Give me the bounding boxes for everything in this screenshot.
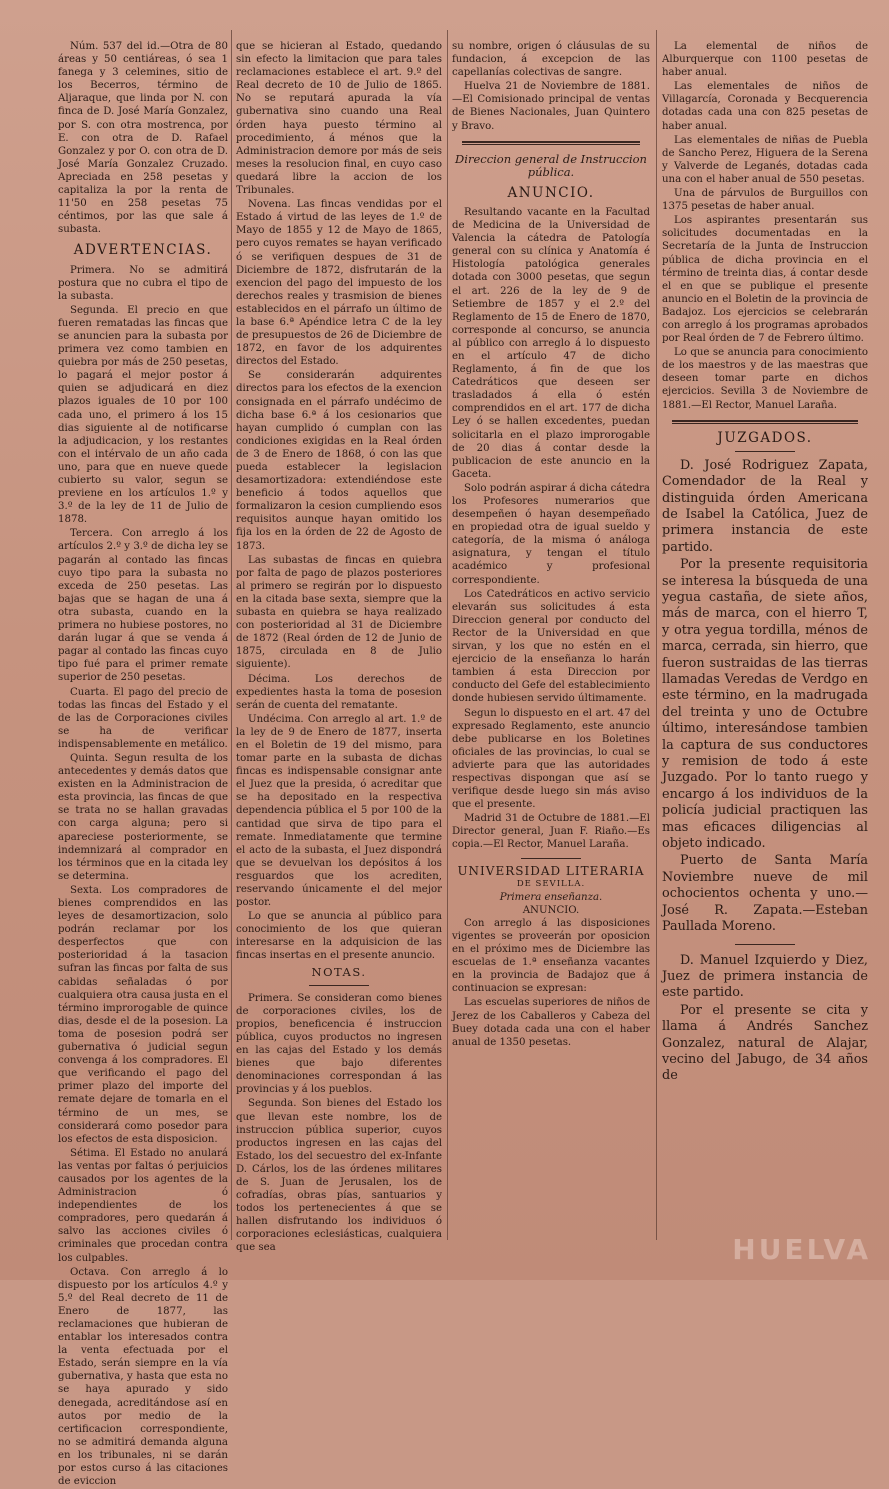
paragraph: que se hicieran al Estado, quedando sin efecto la limitacion que para tales reclamaciones establece el art. 9.º del Real decreto de 10 de Julio de 1865. No se reputará apurada la vía gubernativa sino cuando una Real órden haya puesto término al procedimiento, á ménos que la Administracion demore por más de seis meses la resolucion final, en cuyo caso quedará libre la accion de los Tribunales. <box>236 41 442 197</box>
paragraph: Lo que se anuncia para conocimiento de los maestros y de las maestras que deseen tomar parte en dichos ejercicios. Sevilla 3 de Noviembre de 1881.—El Rector, Manuel Laraña. <box>662 347 868 411</box>
section-subheading: Primera enseñanza. <box>499 891 603 903</box>
paragraph: Una de párvulos de Burguillos con 1375 pesetas de haber anual. <box>662 188 868 213</box>
paragraph: Los Catedráticos en activo servicio elevarán sus solicitudes á esta Direccion general por conducto del Rector de la Universidad en que sirvan, y los que no estén en el ejercicio de la enseñanza lo harán tambien á esta Direccion por conducto del Gefe del establecimiento donde hubiesen servido últimamente. <box>452 588 650 705</box>
column-3 <box>452 40 650 1050</box>
paragraph: Sétima. El Estado no anulará las ventas por faltas ó perjuicios causados por los agentes de la Administracion ó independientes de los compradores, pero quedarán á salvo las acciones civiles ó criminales que procedan contra los culpables. <box>58 1147 228 1264</box>
paragraph: Con arreglo á las disposiciones vigentes se proveerán por oposicion en el próximo mes de Diciembre las escuelas de 1.ª enseñanza vacantes en la provincia de Badajoz que á continuacion se expresan: <box>452 917 650 995</box>
paragraph: Segun lo dispuesto en el art. 47 del expresado Reglamento, este anuncio debe publicarse en los Boletines oficiales de las provincias, lo cual se advierte para que las autoridades respectivas dispongan que así se verifique desde luego sin más aviso que el presente. <box>452 707 650 811</box>
paragraph: Octava. Con arreglo á lo dispuesto por los artículos 4.º y 5.º del Real decreto de 11 de Enero de 1877, las reclamaciones que hubieran de entablar los interesados contra la venta efectuada por el Estado, serán siempre en la vía gubernativa, y hasta que esta no se haya apurado y sido denegada, acreditándose así en autos por medio de la certificacion correspondiente, no se admitirá demanda alguna en los tribunales, ni se darán por estos curso á las citaciones de eviccion <box>58 1266 228 1488</box>
divider <box>672 420 858 424</box>
paragraph: Segunda. El precio en que fueren rematadas las fincas que se anuncien para la subasta por primera vez como tambien en quiebra por más de 250 pesetas, lo pagará el mejor postor á quien se adjudicará en diez plazos iguales de 10 por 100 cada uno, el primero á los 15 dias siguiente al de notificarse la adjudicacion, y los restantes con el intérvalo de un año cada uno, para que en nueve quede cubierto su valor, segun se previene en los artículos 1.º y 3.º de la ley de 11 de Julio de 1878. <box>58 304 228 526</box>
paragraph: Las elementales de niños de Villagarcía, Coronada y Becquerencia dotadas cada una con 825 pesetas de haber anual. <box>662 81 868 132</box>
column-divider <box>656 30 657 1240</box>
signature-paragraph: Madrid 31 de Octubre de 1881.—El Director general, Juan F. Riaño.—Es copia.—El Rector, Manuel Laraña. <box>452 813 650 851</box>
section-heading-direccion: Direccion general de Instruccion pública. <box>455 151 647 179</box>
paragraph: D. Manuel Izquierdo y Diez, Juez de primera instancia de este partido. <box>662 952 868 1001</box>
paragraph: Solo podrán aspirar á dicha cátedra los Profesores numerarios que desempeñen ó hayan desempeñado en propiedad otra de igual sueldo y categoría, de la misma ó análoga asignatura, y tengan el título académico y profesional correspondiente. <box>452 482 650 586</box>
paragraph: Tercera. Con arreglo á los artículos 2.º y 3.º de dicha ley se pagarán al contado las fincas cuyo tipo para la subasta no exceda de 250 pesetas. Las bajas que se hagan de una á otra subasta, cuando en la primera no hubiese postores, no darán lugar á que se venda á pagar al contado las fincas cuyo tipo fué para el primer remate superior de 250 pesetas. <box>58 528 228 684</box>
column-divider <box>231 30 232 1240</box>
lot-description: Núm. 537 del id.—Otra de 80 áreas y 50 centiáreas, ó sea 1 fanega y 3 celemines, sitio de los Becerros, término de Aljaraque, que linda por N. con finca de D. José María Gonzalez, por S. con otra mostrenca, por E. con otra de D. Rafael Gonzalez y por O. con otra de D. José María Gonzalez Cruzado. Apreciada en 258 pesetas y capitaliza la por la renta de 11'50 en 258 pesetas 75 céntimos, por las que sale á subasta. <box>58 41 228 236</box>
divider <box>735 451 795 452</box>
divider <box>521 858 581 859</box>
university-subtitle: DE SEVILLA. <box>516 878 586 889</box>
university-title: UNIVERSIDAD LITERARIA <box>457 863 645 878</box>
paragraph: Cuarta. El pago del precio de todas las fincas del Estado y el de las de Corporaciones civiles se ha de verificar indispensablemente en metálico. <box>58 686 228 750</box>
section-heading-anuncio: ANUNCIO. <box>507 184 595 201</box>
paragraph: Resultando vacante en la Facultad de Medicina de la Universidad de Valencia la cátedra de Patología general con su clínica y Anatomía é Histología patológica generales dotada con 3000 pesetas, que segun el art. 226 de la ley de 9 de Setiembre de 1857 y el 2.º del Reglamento de 15 de Enero de 1870, corresponde al concurso, se anuncia al público con arreglo á lo dispuesto en el artículo 47 de dicho Reglamento, á fin de que los Catedráticos que deseen ser trasladados á ella ó estén comprendidos en el art. 177 de dicha Ley ó se hallen excedentes, puedan solicitarla en el plazo improrogable de 20 dias á contar desde la publicacion de este anuncio en la Gaceta. <box>452 206 650 480</box>
section-heading-juzgados: JUZGADOS. <box>717 429 813 446</box>
archive-watermark: HUELVA <box>732 1233 871 1266</box>
paragraph: Primera. No se admitirá postura que no cubra el tipo de la subasta. <box>58 264 228 302</box>
paragraph: Sexta. Los compradores de bienes comprendidos en las leyes de desamortizacion, solo podrán reclamar por los desperfectos que con posterioridad á la tasacion sufran las fincas por falta de sus cabidas señaladas ó por cualquiera otra causa justa en el término improrogable de quince dias, desde el de la posesion. La toma de posesion podrá ser gubernativa ó judicial segun convenga á los compradores. El que verificando el pago del primer plazo del importe del remate dejare de tomarla en el término de un mes, se considerará como posedor para los efectos de esta disposicion. <box>58 884 228 1145</box>
paragraph: Las subastas de fincas en quiebra por falta de pago de plazos posteriores al primero se regirán por lo dispuesto en la citada base sexta, siempre que la subasta en quiebra se haya realizado con posterioridad al 31 de Diciembre de 1872 (Real órden de 12 de Junio de 1875, circulada en 8 de Julio siguiente). <box>236 554 442 671</box>
paragraph: Lo que se anuncia al público para conocimiento de los que quieran interesarse en la adquisicion de las fincas insertas en el presente anuncio. <box>236 911 442 962</box>
paragraph: La elemental de niños de Alburquerque con 1100 pesetas de haber anual. <box>662 41 868 79</box>
signature-paragraph: Huelva 21 de Noviembre de 1881.—El Comisionado principal de ventas de Bienes Nacionales, Juan Quintero y Bravo. <box>452 81 650 132</box>
paragraph: Primera. Se consideran como bienes de corporaciones civiles, los de propios, beneficencia é instruccion pública, cuyos productos no ingresen en las cajas del Estado y los demás bienes que bajo diferentes denominaciones correspondan á las provincias y á los pueblos. <box>236 992 442 1096</box>
signature-paragraph: Puerto de Santa María Noviembre nueve de mil ochocientos ochenta y uno.—José R. Zapata.—Esteban Paullada Moreno. <box>662 853 868 935</box>
paragraph: Décima. Los derechos de expedientes hasta la toma de posesion serán de cuenta del rematante. <box>236 673 442 711</box>
paragraph: Las escuelas superiores de niños de Jerez de los Caballeros y Cabeza del Buey dotada cada una con el haber anual de 1350 pesetas. <box>452 997 650 1048</box>
paragraph: Los aspirantes presentarán sus solicitudes documentadas en la Secretaría de la Junta de Instruccion pública de dicha provincia en el término de treinta dias, á contar desde el en que se publique el presente anuncio en el Boletin de la provincia de Badajoz. Los ejercicios se celebrarán con arreglo á los programas aprobados por Real órden de 7 de Febrero último. <box>662 215 868 345</box>
column-2 <box>236 40 442 1256</box>
paragraph: D. José Rodriguez Zapata, Comendador de la Real y distinguida órden Americana de Isabel la Católica, Juez de primera instancia de este partido. <box>662 457 868 555</box>
paragraph: Por el presente se cita y llama á Andrés Sanchez Gonzalez, natural de Alajar, vecino del Jabugo, de 34 años de <box>662 1002 868 1084</box>
section-heading-notas: NOTAS. <box>311 964 367 979</box>
column-divider <box>447 30 448 1240</box>
section-heading-advertencias: ADVERTENCIAS. <box>73 242 213 259</box>
section-heading-anuncio-2: ANUNCIO. <box>522 904 580 916</box>
paragraph: Por la presente requisitoria se interesa la búsqueda de una yegua castaña, de siete años, más de marca, con el hierro T, y otra yegua tordilla, ménos de marca, cerrada, sin hierro, que fueron sustraidas de las tierras llamadas Veredas de Verdgo en este término, en la madrugada del treinta y uno de Octubre último, interesándose tambien la captura de sus conductores y remision de todo á este Juzgado. Por lo tanto ruego y encargo á los individuos de la policía judicial practiquen las mas eficaces diligencias al objeto indicado. <box>662 557 868 852</box>
paragraph: Novena. Las fincas vendidas por el Estado á virtud de las leyes de 1.º de Mayo de 1855 y 12 de Mayo de 1865, pero cuyos remates se hayan verificado ó se verifiquen despues de 31 de Diciembre de 1872, disfrutarán de la exencion del pago del impuesto de los derechos reales y trasmision de bienes establecidos en el párrafo un último de la base 6.ª Apéndice letra C de la ley de presupuestos de 26 de Diciembre de 1872, en favor de los adquirentes directos del Estado. <box>236 199 442 368</box>
paragraph: Segunda. Son bienes del Estado los que llevan este nombre, los de instruccion pública superior, cuyos productos ingresen en las cajas del Estado, los del secuestro del ex-Infante D. Cárlos, los de las órdenes militares de S. Juan de Jerusalen, los de cofradías, obras pías, santuarios y todos los pertenecientes á que se hallen disfrutando los individuos ó corporaciones eclesiásticas, cualquiera que sea <box>236 1098 442 1254</box>
paragraph: Las elementales de niñas de Puebla de Sancho Perez, Higuera de la Serena y Valverde de Leganés, dotadas cada una con el haber anual de 550 pesetas. <box>662 134 868 185</box>
paragraph: Quinta. Segun resulta de los antecedentes y demás datos que existen en la Administracion de esta provincia, las fincas de que se trata no se hallan gravadas con carga alguna; pero si apareciese posteriormente, se indemnizará al comprador en los términos que en la citada ley se determina. <box>58 752 228 882</box>
paragraph: su nombre, origen ó cláusulas de su fundacion, á excepcion de las capellanías colectivas de sangre. <box>452 41 650 79</box>
divider <box>462 141 640 145</box>
paragraph: Undécima. Con arreglo al art. 1.º de la ley de 9 de Enero de 1877, inserta en el Boletin de 19 del mismo, para tomar parte en la subasta de dichas fincas es indispensable consignar ante el Juez que la presida, ó acreditar que se ha depositado en la respectiva dependencia pública el 5 por 100 de la cantidad que sirva de tipo para el remate. Inmediatamente que termine el acto de la subasta, el Juez dispondrá que se devuelvan los depósitos á los resguardos que los acrediten, reservando únicamente el del mejor postor. <box>236 713 442 909</box>
column-4 <box>662 40 868 1086</box>
column-1 <box>58 40 228 1489</box>
paragraph: Se considerarán adquirentes directos para los efectos de la exencion consignada en el párrafo undécimo de dicha base 6.ª á los cesionarios que hayan cumplido ó cumplan con las condiciones exigidas en la Real órden de 3 de Enero de 1868, ó con las que pueda establecer la legislacion desamortizadora: extendiéndose este beneficio á todos aquellos que formalizaron la cesion cumpliendo esos requisitos aunque hayan omitido los fija los en la órden de 22 de Agosto de 1873. <box>236 370 442 552</box>
divider <box>735 944 795 945</box>
divider <box>309 985 369 986</box>
